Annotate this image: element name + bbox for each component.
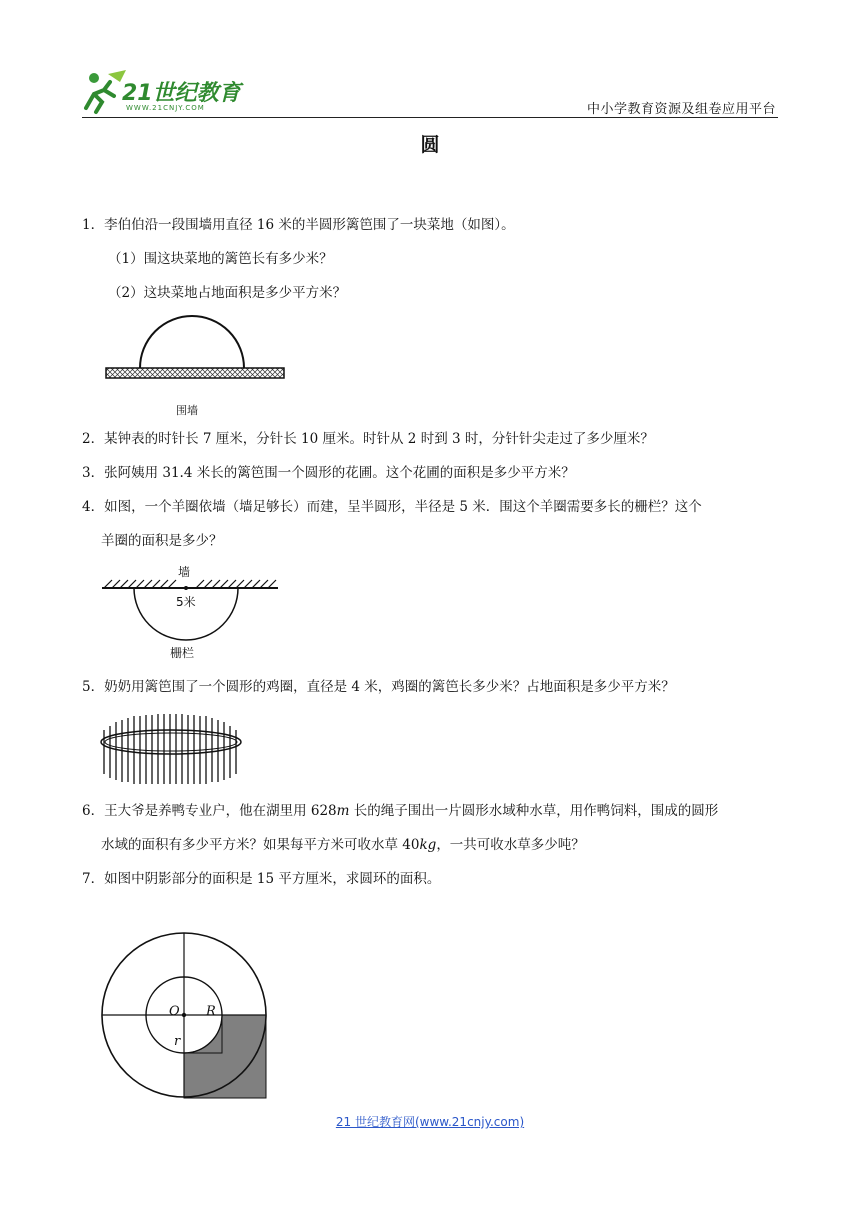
question-4-continued: 羊圈的面积是多少？ bbox=[101, 533, 223, 549]
figure-sheep-pen bbox=[98, 560, 288, 664]
logo-url: WWW.21CNJY.COM bbox=[126, 104, 205, 112]
question-1-part-1: （1）围这块菜地的篱笆长有多少米？ bbox=[108, 251, 333, 267]
page-title: 圆 bbox=[420, 134, 440, 156]
logo-text: 21世纪教育 bbox=[122, 81, 241, 106]
question-6-line-1 bbox=[82, 802, 718, 820]
question-1-part-2: （2）这块菜地占地面积是多少平方米？ bbox=[108, 285, 347, 301]
question-7: 7．如图中阴影部分的面积是 15 平方厘米，求圆环的面积。 bbox=[82, 871, 441, 887]
question-5: 5．奶奶用篱笆围了一个圆形的鸡圈，直径是 4 米，鸡圈的篱笆长多少米？占地面积是多少平方米？ bbox=[82, 679, 675, 695]
question-6-text-a: 6．王大爷是养鸭专业户，他在湖里用 628 bbox=[82, 803, 337, 819]
question-1: 1．李伯伯沿一段围墙用直径 16 米的半圆形篱笆围了一块菜地（如图）。 bbox=[82, 217, 515, 233]
wall-label: 墙 bbox=[178, 565, 191, 579]
footer bbox=[0, 1113, 860, 1130]
outer-radius-label: R bbox=[206, 1004, 216, 1019]
question-6-text-d: ，一共可收水草多少吨？ bbox=[436, 837, 585, 853]
header-tagline: 中小学教育资源及组卷应用平台 bbox=[586, 102, 776, 117]
radius-label: 5米 bbox=[176, 595, 196, 609]
question-6-text-c: 水域的面积有多少平方米？如果每平方米可收水草 40 bbox=[101, 837, 420, 853]
site-logo bbox=[80, 68, 250, 116]
question-4: 4．如图，一个羊圈依墙（墙足够长）而建，呈半圆形，半径是 5 米．围这个羊圈需要多长的栅栏？这个 bbox=[82, 499, 702, 515]
figure-ring bbox=[98, 928, 274, 1106]
inner-radius-label: r bbox=[174, 1034, 181, 1049]
question-6-line-2 bbox=[101, 836, 585, 854]
figure-semicircle-garden bbox=[100, 312, 290, 420]
question-3: 3．张阿姨用 31.4 米长的篱笆围一个圆形的花圃。这个花圃的面积是多少平方米？ bbox=[82, 465, 575, 481]
wall-label: 围墙 bbox=[176, 404, 198, 417]
header-divider bbox=[82, 117, 778, 118]
fence-label: 栅栏 bbox=[170, 646, 195, 660]
question-2: 2．某钟表的时针长 7 厘米，分针长 10 厘米。时针从 2 时到 3 时，分针针尖走过了多少厘米？ bbox=[82, 431, 654, 447]
center-label-o: O bbox=[169, 1004, 180, 1019]
unit-meter: m bbox=[336, 803, 350, 819]
figure-chicken-coop bbox=[98, 712, 248, 788]
question-6-text-b: 长的绳子围出一片圆形水域种水草，用作鸭饲料，围成的圆形 bbox=[349, 803, 719, 819]
unit-kg: kg bbox=[419, 837, 437, 853]
footer-link[interactable]: 21 世纪教育网(www.21cnjy.com) bbox=[335, 1115, 525, 1129]
